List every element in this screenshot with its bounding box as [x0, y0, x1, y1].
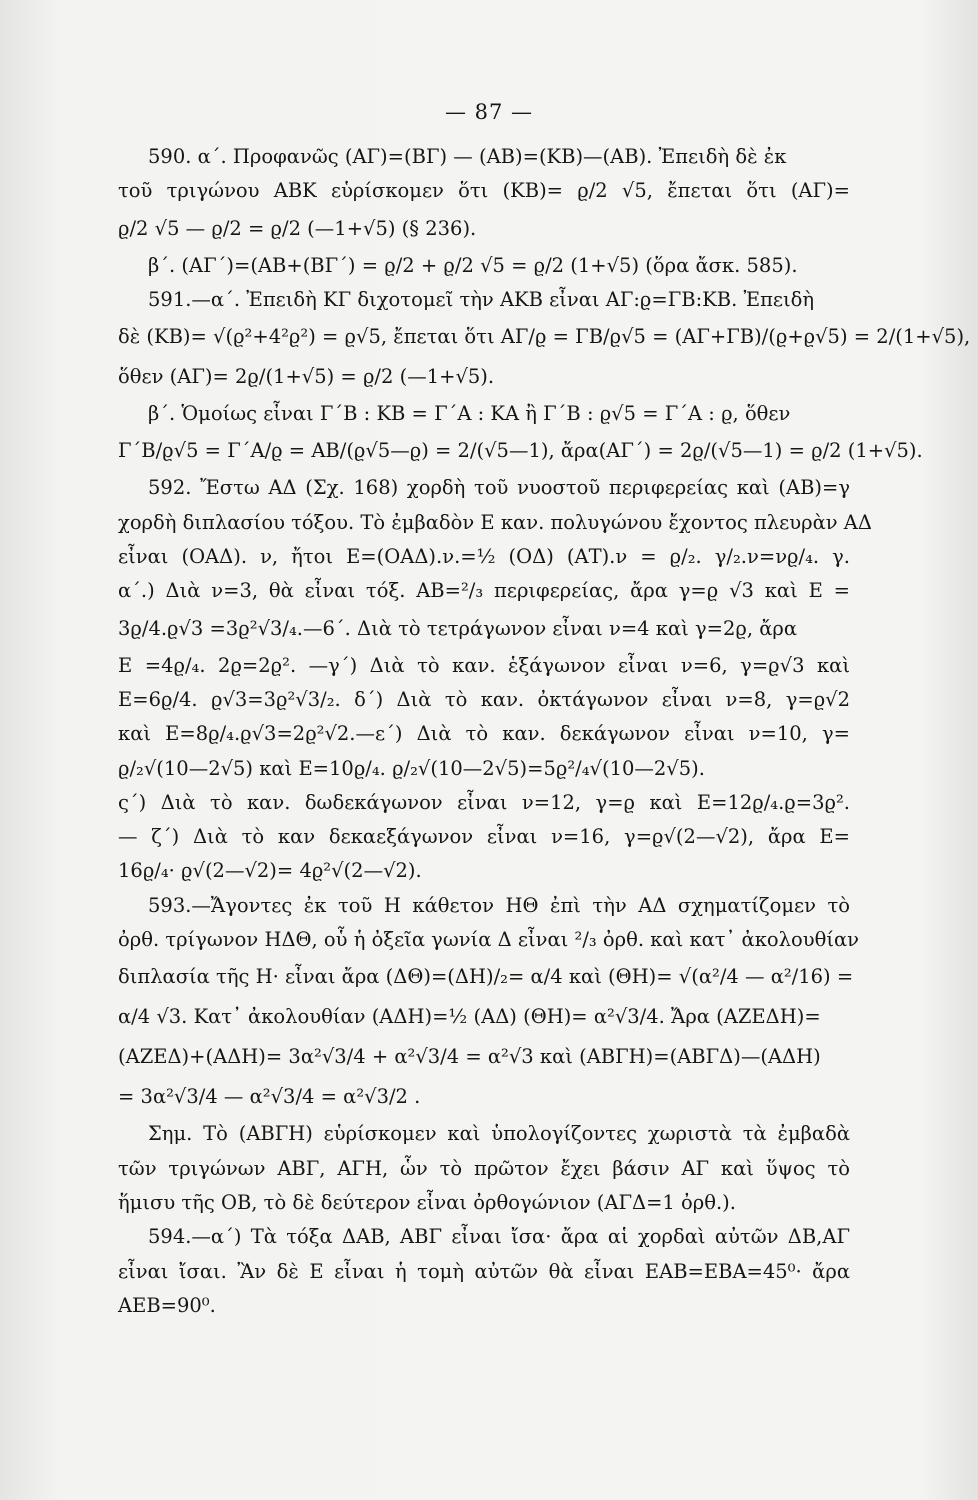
text-line: χορδὴ διπλασίου τόξου. Τὸ ἐμβαδὸν Ε καν. πολυγώνου ἔχοντος πλευρὰν ΑΔ: [118, 510, 872, 534]
text-line: εἶναι (ΟΑΔ). ν, ἤτοι Ε=(ΟΑΔ).ν.=½ (ΟΔ) (ΑΤ).ν = ϱ/₂. γ/₂.ν=νϱ/₄. γ.: [118, 545, 850, 569]
text-line: ΑΕΒ=90⁰.: [118, 1293, 216, 1317]
text-line: Γ΄Β/ϱ√5 = Γ΄Α/ϱ = ΑΒ/(ϱ√5—ϱ) = 2/(√5—1), ἄρα(ΑΓ΄) = 2ϱ/(√5—1) = ϱ/2 (1+√5).: [118, 439, 923, 463]
text-line: ς΄) Διὰ τὸ καν. δωδεκάγωνον εἶναι ν=12, γ=ϱ καὶ Ε=12ϱ/₄.ϱ=3ϱ².: [118, 790, 850, 814]
text-line: 591.—α΄. Ἐπειδὴ ΚΓ διχοτομεῖ τὴν ΑΚΒ εἶναι ΑΓ:ϱ=ΓΒ:ΚΒ. Ἐπειδὴ: [148, 287, 815, 311]
text-line: Ε=6ϱ/4. ϱ√3=3ϱ²√3/₂. δ΄) Διὰ τὸ καν. ὀκτάγωνον εἶναι ν=8, γ=ϱ√2: [118, 687, 850, 711]
text-line: διπλασία τῆς Η· εἶναι ἄρα (ΔΘ)=(ΔΗ)/₂= α/4 καὶ (ΘΗ)= √(α²/4 — α²/16) =: [118, 965, 854, 989]
text-line: 3ϱ/4.ϱ√3 =3ϱ²√3/₄.—6΄. Διὰ τὸ τετράγωνον εἶναι ν=4 καὶ γ=2ϱ, ἄρα: [118, 616, 798, 640]
text-line: β΄. Ὁμοίως εἶναι Γ΄Β : ΚΒ = Γ΄Α : ΚΑ ἢ Γ΄Β : ϱ√5 = Γ΄Α : ϱ, ὅθεν: [148, 402, 791, 426]
text-line: α΄.) Διὰ ν=3, θὰ εἶναι τόξ. ΑΒ=²/₃ περιφερείας, ἄρα γ=ϱ √3 καὶ Ε =: [118, 579, 850, 603]
text-line: = 3α²√3/4 — α²√3/4 = α²√3/2 .: [118, 1085, 421, 1109]
page-number: — 87 —: [444, 100, 534, 124]
text-line: τοῦ τριγώνου ΑΒΚ εὑρίσκομεν ὅτι (ΚΒ)= ϱ/2 √5, ἔπεται ὅτι (ΑΓ)=: [118, 179, 850, 203]
text-line: 592. Ἔστω ΑΔ (Σχ. 168) χορδὴ τοῦ νυοστοῦ περιφερείας καὶ (ΑΒ)=γ: [148, 476, 850, 500]
text-line: δὲ (ΚΒ)= √(ϱ²+4²ϱ²) = ϱ√5, ἔπεται ὅτι ΑΓ/ϱ = ΓΒ/ϱ√5 = (ΑΓ+ΓΒ)/(ϱ+ϱ√5) = 2/(1+√5),: [118, 325, 971, 349]
text-line: β΄. (ΑΓ΄)=(ΑΒ+(ΒΓ΄) = ϱ/2 + ϱ/2 √5 = ϱ/2 (1+√5) (ὅρα ἄσκ. 585).: [148, 253, 798, 277]
text-line: εἶναι ἴσαι. Ἂν δὲ Ε εἶναι ἡ τομὴ αὐτῶν θὰ εἶναι ΕΑΒ=ΕΒΑ=45⁰· ἄρα: [118, 1259, 850, 1283]
text-line: ὅθεν (ΑΓ)= 2ϱ/(1+√5) = ϱ/2 (—1+√5).: [118, 365, 495, 389]
text-line: ϱ/2 √5 — ϱ/2 = ϱ/2 (—1+√5) (§ 236).: [118, 216, 477, 240]
text-line: ϱ/₂√(10—2√5) καὶ Ε=10ϱ/₄. ϱ/₂√(10—2√5)=5ϱ²/₄√(10—2√5).: [118, 756, 705, 780]
text-line: 590. α΄. Προφανῶς (ΑΓ)=(ΒΓ) — (ΑΒ)=(ΚΒ)—(ΑΒ). Ἐπειδὴ δὲ ἐκ: [148, 145, 787, 168]
text-line: 16ϱ/₄· ϱ√(2—√2)= 4ϱ²√(2—√2).: [118, 859, 422, 883]
text-line: 594.—α΄) Τὰ τόξα ΔΑΒ, ΑΒΓ εἶναι ἴσα· ἄρα αἱ χορδαὶ αὐτῶν ΔΒ,ΑΓ: [148, 1225, 850, 1249]
text-line: Σημ. Τὸ (ΑΒΓΗ) εὑρίσκομεν καὶ ὑπολογίζοντες χωριστὰ τὰ ἐμβαδὰ: [148, 1122, 850, 1146]
text-line: τῶν τριγώνων ΑΒΓ, ΑΓΗ, ὧν τὸ πρῶτον ἔχει βάσιν ΑΓ καὶ ὕψος τὸ: [118, 1156, 850, 1180]
text-line: ὀρθ. τρίγωνον ΗΔΘ, οὗ ἡ ὀξεῖα γωνία Δ εἶναι ²/₃ ὀρθ. καὶ κατ᾽ ἀκολουθίαν: [118, 928, 859, 952]
text-line: (ΑΖΕΔ)+(ΑΔΗ)= 3α²√3/4 + α²√3/4 = α²√3 καὶ (ΑΒΓΗ)=(ΑΒΓΔ)—(ΑΔΗ): [118, 1045, 821, 1069]
text-line: Ε =4ϱ/₄. 2ϱ=2ϱ². —γ΄) Διὰ τὸ καν. ἑξάγωνον εἶναι ν=6, γ=ϱ√3 καὶ: [118, 653, 850, 677]
exercise-solutions-text: [118, 140, 971, 1323]
text-line: ἥμισυ τῆς ΟΒ, τὸ δὲ δεύτερον εἶναι ὀρθογώνιον (ΑΓΔ=1 ὀρθ.).: [118, 1190, 736, 1214]
text-line: α/4 √3. Κατ᾽ ἀκολουθίαν (ΑΔΗ)=½ (ΑΔ) (ΘΗ)= α²√3/4. Ἄρα (ΑΖΕΔΗ)=: [118, 1005, 821, 1029]
text-line: καὶ Ε=8ϱ/₄.ϱ√3=2ϱ²√2.—ε΄) Διὰ τὸ καν. δεκάγωνον εἶναι ν=10, γ=: [118, 722, 850, 746]
text-line: — ζ΄) Διὰ τὸ καν δεκαεξάγωνον εἶναι ν=16, γ=ϱ√(2—√2), ἄρα Ε=: [118, 825, 850, 849]
text-line: 593.—Ἄγοντες ἐκ τοῦ Η κάθετον ΗΘ ἐπὶ τὴν ΑΔ σχηματίζομεν τὸ: [148, 893, 850, 917]
